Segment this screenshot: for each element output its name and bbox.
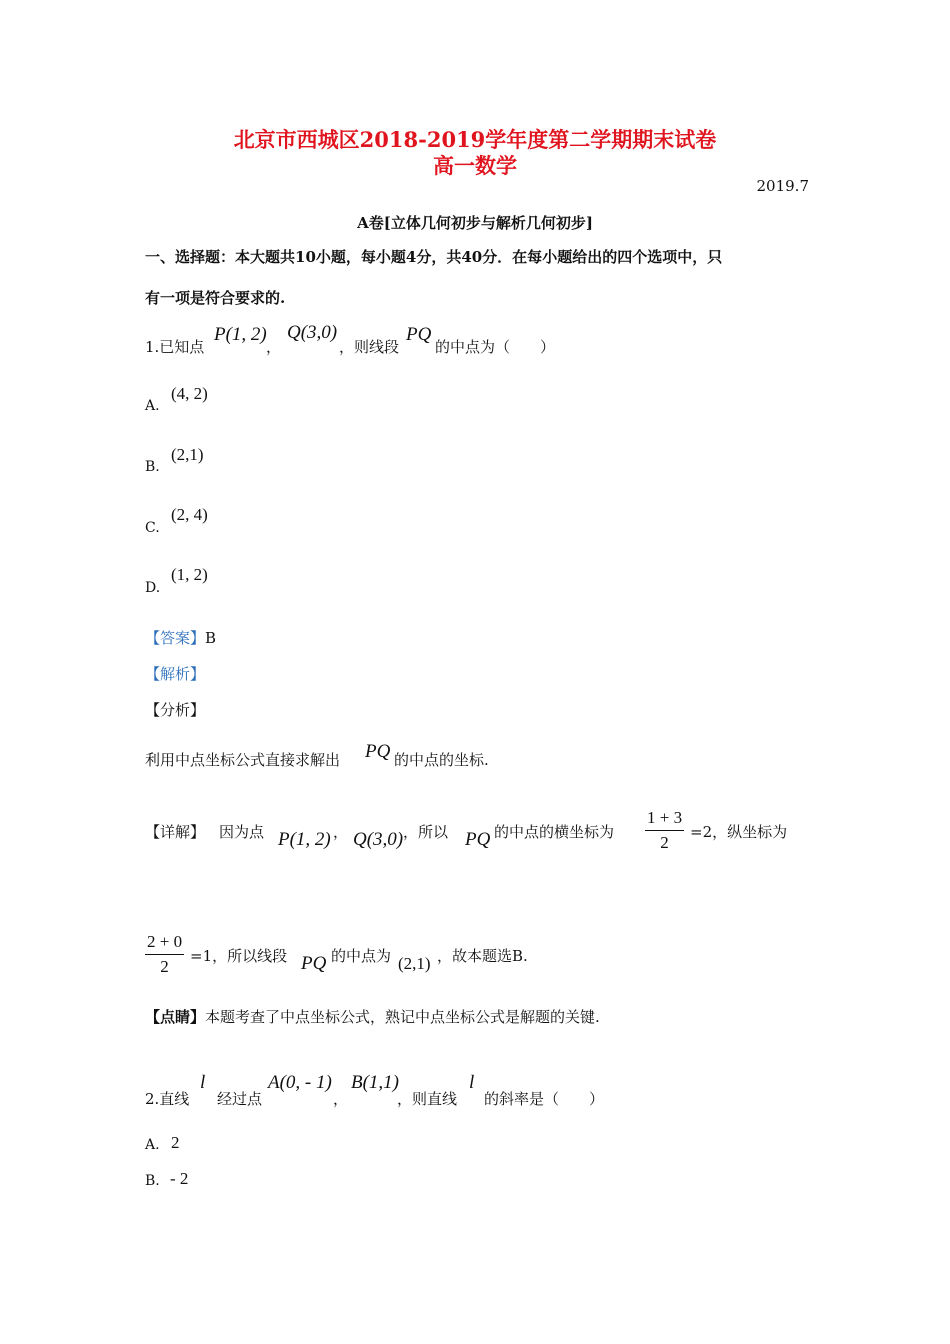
q1-suffix: 的中点为（ ） xyxy=(435,338,556,356)
section-heading: A卷[立体几何初步与解析几何初步] xyxy=(357,214,593,232)
fraction-bar xyxy=(145,954,184,955)
comment-text: 本题考查了中点坐标公式，熟记中点坐标公式是解题的关键. xyxy=(205,1008,600,1026)
q1-point-p: P(1, 2) xyxy=(214,324,267,345)
q2-point-a: A(0, - 1) xyxy=(268,1072,332,1093)
fenxi-pq: PQ xyxy=(365,741,391,762)
part-heading-line1: 一、选择题：本大题共10小题，每小题4分，共40分．在每小题给出的四个选项中，只 xyxy=(145,248,723,266)
fraction-1-plus-3-over-2 xyxy=(645,808,684,853)
detail-midpoint: (2,1) xyxy=(398,954,431,973)
fraction-numerator: 1 + 3 xyxy=(647,808,683,827)
detail-text-d: =2，纵坐标为 xyxy=(690,823,788,841)
fenxi-tag: 【分析】 xyxy=(145,701,206,719)
q1-option-c-label: C. xyxy=(145,520,160,536)
detail-text-c: 的中点的横坐标为 xyxy=(494,823,615,841)
q1-comment xyxy=(145,1006,600,1027)
q2-point-b: B(1,1) xyxy=(351,1072,400,1093)
fraction-2-plus-0-over-2 xyxy=(145,932,184,977)
detail-pq: PQ xyxy=(465,829,491,850)
q2-option-b-value: - 2 xyxy=(170,1169,189,1188)
q2-option-b-label: B. xyxy=(145,1173,160,1189)
answer-tag: 【答案】 xyxy=(145,629,206,647)
q2-comma: ， xyxy=(333,1090,349,1108)
detail-text-b: ，所以 xyxy=(403,823,449,841)
q2-option-a-label: A. xyxy=(145,1137,160,1153)
q1-option-b-value: (2,1) xyxy=(171,445,204,464)
q1-option-d-value: (1, 2) xyxy=(171,565,208,584)
q2-prefix: 2.直线 xyxy=(145,1090,190,1108)
q2-mid1: 经过点 xyxy=(217,1090,263,1108)
q2-mid2: ，则直线 xyxy=(397,1090,458,1108)
fraction-denominator: 2 xyxy=(160,957,169,976)
q2-line-l: l xyxy=(200,1072,206,1093)
detail-point-p: P(1, 2) xyxy=(278,829,331,850)
analysis-tag: 【解析】 xyxy=(145,665,206,683)
q1-prefix: 1.已知点 xyxy=(145,338,205,356)
detail-tag: 【详解】 xyxy=(145,823,206,841)
q1-point-q: Q(3,0) xyxy=(287,322,338,343)
document-title: 北京市西城区2018-2019学年度第二学期期末试卷 xyxy=(233,127,717,152)
detail-text-a: 因为点 xyxy=(219,823,265,841)
q1-comma: ， xyxy=(266,338,282,356)
q2-option-a-value: 2 xyxy=(171,1133,180,1152)
q1-option-a-value: (4, 2) xyxy=(171,384,208,403)
fenxi-text-a: 利用中点坐标公式直接求解出 xyxy=(145,751,341,769)
comment-tag: 【点睛】 xyxy=(145,1008,206,1026)
fraction-denominator: 2 xyxy=(660,833,669,852)
detail-point-q: Q(3,0) xyxy=(353,829,404,850)
detail-text-e: =1，所以线段 xyxy=(190,947,288,965)
detail-pq2: PQ xyxy=(301,953,327,974)
q1-answer xyxy=(145,627,216,648)
q2-suffix: 的斜率是（ ） xyxy=(484,1090,605,1108)
part-heading-line2: 有一项是符合要求的. xyxy=(145,289,286,307)
q1-option-b-label: B. xyxy=(145,459,160,475)
fraction-bar xyxy=(645,830,684,831)
q1-option-d-label: D. xyxy=(145,580,161,596)
q2-line-l-2: l xyxy=(469,1072,475,1093)
q1-mid-text: ，则线段 xyxy=(339,338,400,356)
fenxi-text-b: 的中点的坐标. xyxy=(394,751,489,769)
fraction-numerator: 2 + 0 xyxy=(147,932,183,951)
q1-segment-pq: PQ xyxy=(406,324,432,345)
detail-comma: ， xyxy=(333,823,349,841)
answer-value: B xyxy=(205,629,217,647)
q1-option-a-label: A. xyxy=(145,398,160,414)
detail-text-g: ，故本题选B. xyxy=(437,947,528,965)
exam-date: 2019.7 xyxy=(756,177,809,195)
document-subtitle: 高一数学 xyxy=(433,153,517,178)
q1-option-c-value: (2, 4) xyxy=(171,505,208,524)
detail-text-f: 的中点为 xyxy=(331,947,392,965)
